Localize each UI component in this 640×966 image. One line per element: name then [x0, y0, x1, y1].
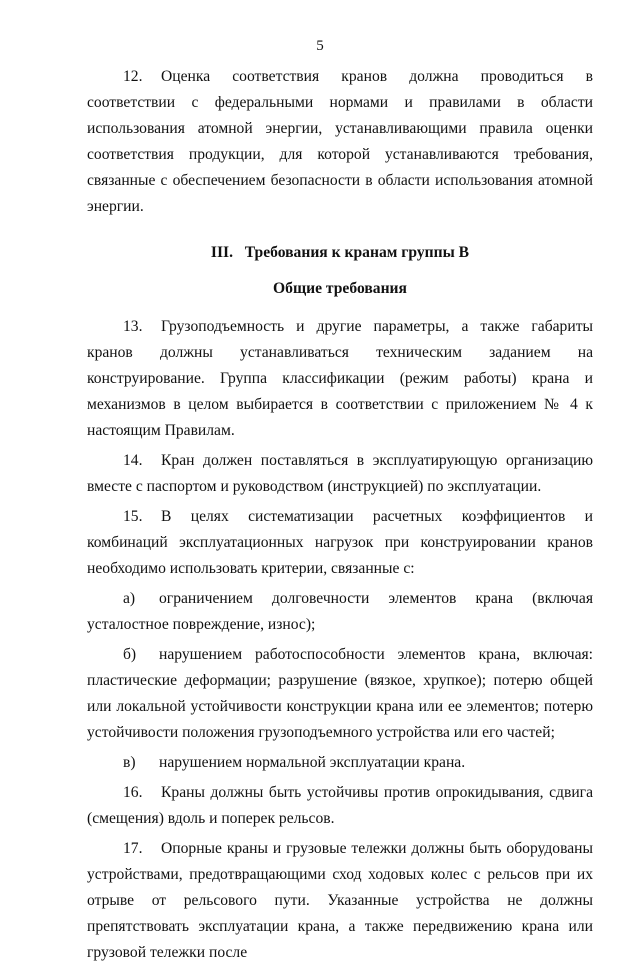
paragraph-12	[87, 64, 593, 220]
paragraph-number: 15.	[123, 508, 143, 525]
paragraph-text: Опорные краны и грузовые тележки должны быть оборудованы устройствами, предотвращающими сход ходовых колес с рельсов при их отрыве от рельсового пути. Указанные устройства не должны препятствовать эксплуатации крана, а также передвижению крана или грузовой тележки после	[87, 840, 593, 961]
list-item-text: нарушением нормальной эксплуатации крана.	[159, 754, 466, 771]
paragraph-14	[87, 448, 593, 500]
page-number: 5	[316, 38, 324, 54]
list-item-text: нарушением работоспособности элементов крана, включая: пластические деформации; разрушение (вязкое, хрупкое); потерю общей или локальной устойчивости конструкции крана или ее элементов; потерю устойчивости положения грузоподъемного устройства или его частей;	[87, 646, 593, 741]
paragraph-number: 16.	[123, 784, 143, 801]
paragraph-text: Грузоподъемность и другие параметры, а также габариты кранов должны устанавливаться техническим заданием на конструирование. Группа классификации (режим работы) крана и механизмов в целом выбирается в соответствии с приложением № 4 к настоящим Правилам.	[87, 318, 593, 439]
paragraph-13	[87, 314, 593, 444]
list-marker: б)	[123, 646, 137, 663]
paragraph-17	[87, 836, 593, 966]
paragraph-15	[87, 504, 593, 582]
list-item-b	[87, 642, 593, 746]
list-marker: в)	[123, 754, 136, 771]
paragraph-number: 13.	[123, 318, 143, 335]
paragraph-text: Краны должны быть устойчивы против опрокидывания, сдвига (смещения) вдоль и поперек рельсов.	[87, 784, 593, 827]
section-heading: III. Требования к кранам группы В	[210, 244, 470, 261]
paragraph-number: 14.	[123, 452, 143, 469]
paragraph-number: 12.	[123, 68, 143, 85]
list-item-v	[87, 750, 593, 776]
paragraph-number: 17.	[123, 840, 143, 857]
sub-heading: Общие требования	[273, 280, 407, 297]
list-item-a	[87, 586, 593, 638]
paragraph-text: Кран должен поставляться в эксплуатирующую организацию вместе с паспортом и руководством (инструкцией) по эксплуатации.	[87, 452, 593, 495]
paragraph-text: Оценка соответствия кранов должна проводиться в соответствии с федеральными нормами и правилами в области использования атомной энергии, устанавливающими правила оценки соответствия продукции, для которой устанавливаются требования, связанные с обеспечением безопасности в области использования атомной энергии.	[87, 68, 593, 215]
list-item-text: ограничением долговечности элементов крана (включая усталостное повреждение, износ);	[87, 590, 593, 633]
paragraph-16	[87, 780, 593, 832]
document-body	[87, 64, 593, 966]
paragraph-text: В целях систематизации расчетных коэффициентов и комбинаций эксплуатационных нагрузок при конструировании кранов необходимо использовать критерии, связанные с:	[87, 508, 593, 577]
list-marker: а)	[123, 590, 136, 607]
